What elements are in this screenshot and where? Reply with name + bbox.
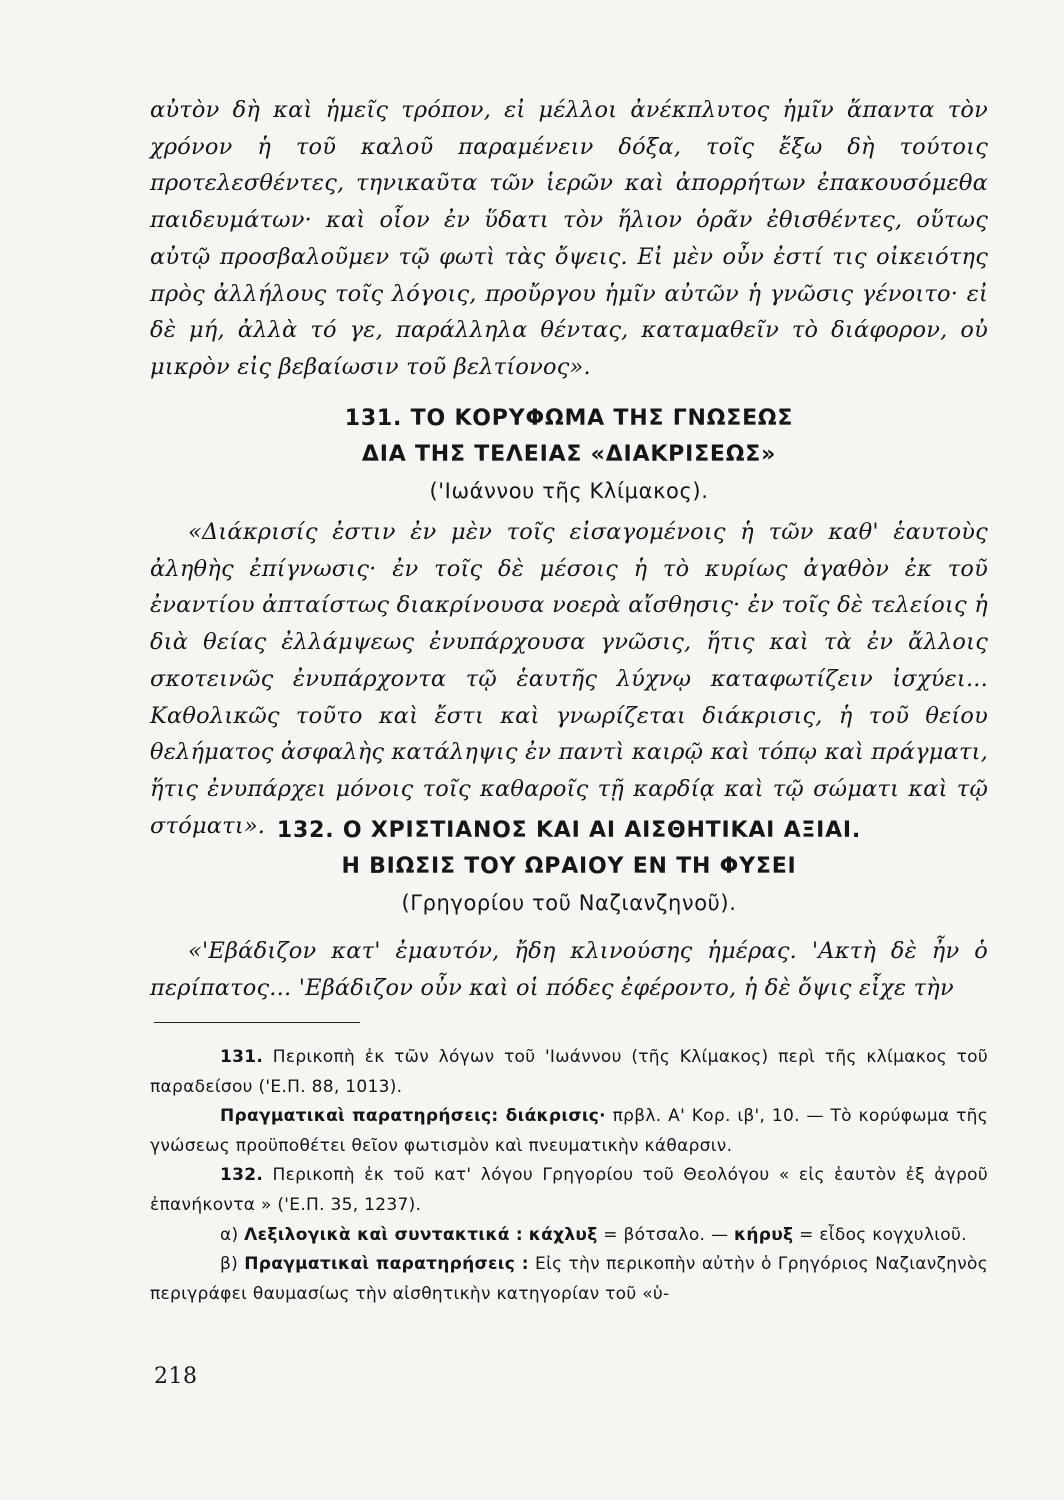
footnote-131-number: 131. (220, 1047, 264, 1067)
footnote-separator (154, 1022, 360, 1023)
footnote-131-remarks (150, 1102, 988, 1161)
footnote-132 (150, 1161, 988, 1220)
footnote-131-note: πρβλ. Α' Κορ. ιβ', 10. — Τὸ κορύφωμα τῆς γνώσεως προϋποθέτει θεῖον φωτισμὸν καὶ πνευματικὴν κάθαρσιν. (150, 1106, 988, 1156)
section-131-number: 131. (344, 406, 403, 431)
section-131-title-line-2: ΔΙΑ ΤΗΣ ΤΕΛΕΙΑΣ «ΔΙΑΚΡΙΣΕΩΣ» (361, 442, 777, 467)
section-131-attribution: ('Ιωάννου τῆς Κλίμακος). (429, 479, 709, 503)
section-131-title-line-1 (150, 401, 988, 437)
page-number: 218 (154, 1364, 198, 1389)
footnote-132-a-prefix: α) (220, 1224, 239, 1245)
footnote-132-a-def-2: = εἶδος κογχυλιοῦ. (799, 1224, 967, 1245)
footnote-132-b-prefix: β) (220, 1254, 239, 1275)
section-132-title-line-2: Η ΒΙΩΣΙΣ ΤΟΥ ΩΡΑΙΟΥ ΕΝ ΤΗ ΦΥΣΕΙ (341, 854, 797, 879)
footnotes (150, 1043, 988, 1309)
section-132-attribution: (Γρηγορίου τοῦ Ναζιανζηνοῦ). (401, 891, 737, 915)
footnote-131-label: Πραγματικαὶ παρατηρήσεις: διάκρισις· (220, 1106, 606, 1127)
footnote-132-b-label: Πραγματικαὶ παρατηρήσεις : (244, 1254, 529, 1275)
footnote-132-a-def-1: = βότσαλο. — (603, 1224, 729, 1245)
section-131-paragraph: «Διάκρισίς ἐστιν ἐν μὲν τοῖς εἰσαγομένοις ἡ τῶν καθ' ἑαυτοὺς ἀληθὴς ἐπίγνωσις· ἐν τοῖς δὲ μέσοις ἡ τὸ κυρίως ἀγαθὸν ἐκ τοῦ ἐναντίου ἀπταίστως διακρίνουσα νοερὰ αἴσθησις· ἐν τοῖς δὲ τελείοις ἡ διὰ θείας ἐλλάμψεως ἐνυπάρχουσα γνῶσις, ἥτις καὶ τὰ ἐν ἄλλοις σκοτεινῶς ἐνυπάρχοντα τῷ ἑαυτῆς λύχνῳ καταφωτίζειν ἰσχύει... Καθολικῶς τοῦτο καὶ ἔστι καὶ γνωρίζεται διάκρισις, ἡ τοῦ θείου θελήματος ἀσφαλὴς κατάληψις ἐν παντὶ καιρῷ καὶ τόπῳ καὶ πράγματι, ἥτις ἐνυπάρχει μόνοις τοῖς καθαροῖς τῇ καρδίᾳ καὶ τῷ σώματι καὶ τῷ στόματι». (150, 519, 988, 839)
section-132-heading (150, 813, 988, 921)
footnote-132-a (150, 1221, 988, 1251)
section-132-title-line-1 (150, 813, 988, 849)
footnote-131 (150, 1043, 988, 1102)
section-131-passage (150, 514, 988, 844)
footnote-132-text: Περικοπὴ ἐκ τοῦ κατ' λόγου Γρηγορίου τοῦ Θεολόγου « εἰς ἑαυτὸν ἐξ ἀγροῦ ἐπανήκοντα » ('Ε.Π. 35, 1237). (150, 1165, 988, 1215)
intro-paragraph: αὐτὸν δὴ καὶ ἡμεῖς τρόπον, εἰ μέλλοι ἀνέκπλυτος ἡμῖν ἅπαντα τὸν χρόνον ἡ τοῦ καλοῦ παραμένειν δόξα, τοῖς ἔξω δὴ τούτοις προτελεσθέντες, τηνικαῦτα τῶν ἱερῶν καὶ ἀπορρήτων ἐπακουσόμεθα παιδευμάτων· καὶ οἷον ἐν ὕδατι τὸν ἥλιον ὁρᾶν ἐθισθέντες, οὕτως αὐτῷ προσβαλοῦμεν τῷ φωτὶ τὰς ὄψεις. Εἰ μὲν οὖν ἐστί τις οἰκειότης πρὸς ἀλλήλους τοῖς λόγοις, προὔργου ἡμῖν αὐτῶν ἡ γνῶσις γένοιτο· εἰ δὲ μή, ἀλλὰ τό γε, παράλληλα θέντας, καταμαθεῖν τὸ διάφορον, οὐ μικρὸν εἰς βεβαίωσιν τοῦ βελτίονος». (150, 97, 988, 380)
section-132-number: 132. (276, 818, 335, 843)
section-132-passage (150, 933, 988, 1006)
footnote-132-a-label: Λεξιλογικὰ καὶ συντακτικά : (244, 1224, 524, 1245)
footnote-132-b (150, 1250, 988, 1309)
section-131-title-1: ΤΟ ΚΟΡΥΦΩΜΑ ΤΗΣ ΓΝΩΣΕΩΣ (410, 406, 794, 431)
footnote-132-a-term-2: κήρυξ (733, 1224, 794, 1245)
footnote-132-a-term-1: κάχλυξ (528, 1224, 598, 1245)
footnote-132-b-text: Εἰς τὴν περικοπὴν αὐτὴν ὁ Γρηγόριος Ναζιανζηνὸς περιγράφει θαυμασίως τὴν αἰσθητικὴν κατηγορίαν τοῦ «ὑ- (150, 1254, 988, 1304)
intro-passage (150, 92, 988, 386)
section-132-title-1: Ο ΧΡΙΣΤΙΑΝΟΣ ΚΑΙ ΑΙ ΑΙΣΘΗΤΙΚΑΙ ΑΞΙΑΙ. (342, 818, 862, 843)
footnote-132-number: 132. (220, 1165, 264, 1186)
section-132-paragraph: «'Εβάδιζον κατ' ἐμαυτόν, ἤδη κλινούσης ἡμέρας. 'Ακτὴ δὲ ἦν ὁ περίπατος... 'Εβάδιζον οὖν καὶ οἱ πόδες ἐφέροντο, ἡ δὲ ὄψις εἶχε τὴν (150, 938, 988, 1001)
section-131-heading (150, 401, 988, 509)
footnote-131-text: Περικοπὴ ἐκ τῶν λόγων τοῦ 'Ιωάννου (τῆς Κλίμακος) περὶ τῆς κλίμακος τοῦ παραδείσου ('Ε.Π. 88, 1013). (150, 1047, 988, 1097)
